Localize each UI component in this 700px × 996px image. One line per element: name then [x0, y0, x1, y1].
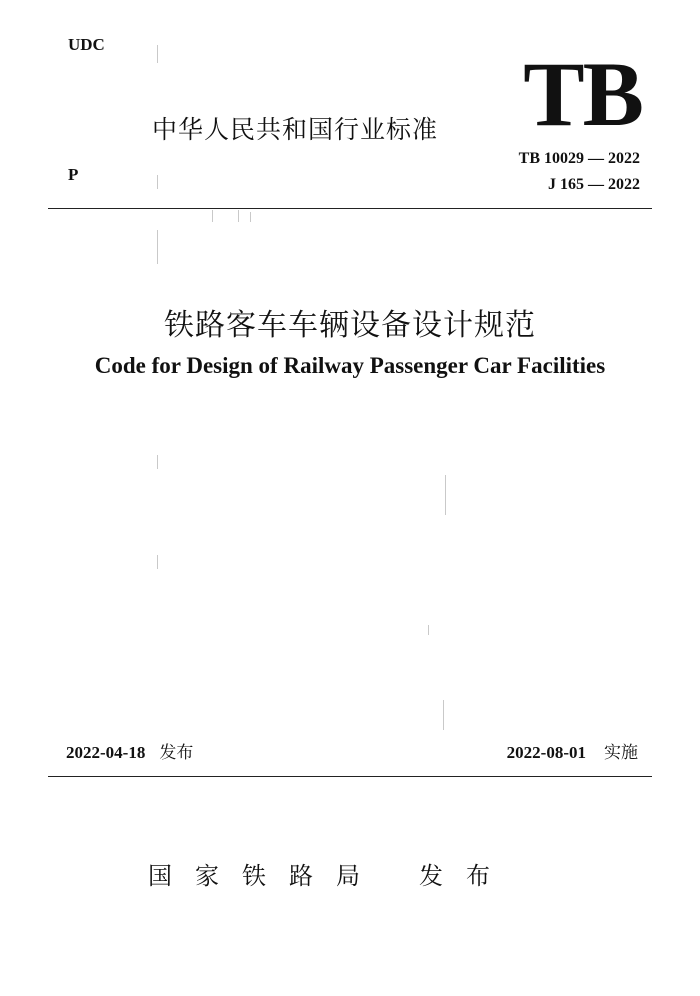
scan-artifact	[157, 230, 158, 264]
scan-artifact	[250, 212, 251, 222]
implement-date-line	[507, 738, 638, 763]
scan-artifact	[238, 210, 239, 222]
tb-logo: TB	[523, 43, 642, 145]
scan-artifact	[443, 700, 444, 730]
top-rule	[48, 208, 652, 209]
scan-artifact	[157, 45, 158, 63]
scan-artifact	[445, 475, 446, 515]
issue-label: 发布	[159, 743, 194, 763]
scan-artifact	[157, 555, 158, 569]
issue-date-line	[66, 738, 193, 763]
scan-artifact	[212, 210, 213, 222]
scan-artifact	[157, 175, 158, 189]
bottom-rule	[48, 776, 652, 777]
title-chinese: 铁路客车车辆设备设计规范	[164, 308, 536, 343]
classification-code: P	[68, 165, 79, 184]
standard-number-block	[519, 146, 640, 198]
udc-label: UDC	[68, 35, 105, 54]
record-number: J 165 — 2022	[548, 176, 640, 193]
implement-label: 实施	[604, 743, 638, 763]
publisher-line	[148, 856, 513, 891]
standard-number: TB 10029 — 2022	[518, 150, 640, 167]
title-english: Code for Design of Railway Passenger Car Facilities	[94, 353, 606, 378]
scan-artifact	[157, 455, 158, 469]
issue-date: 2022-04-18	[66, 743, 146, 762]
implement-date: 2022-08-01	[506, 743, 586, 762]
publish-label: 发布	[419, 862, 513, 890]
publisher-name: 国家铁路局	[148, 862, 383, 890]
scan-artifact	[428, 625, 429, 635]
standard-type: 中华人民共和国行业标准	[152, 115, 439, 144]
